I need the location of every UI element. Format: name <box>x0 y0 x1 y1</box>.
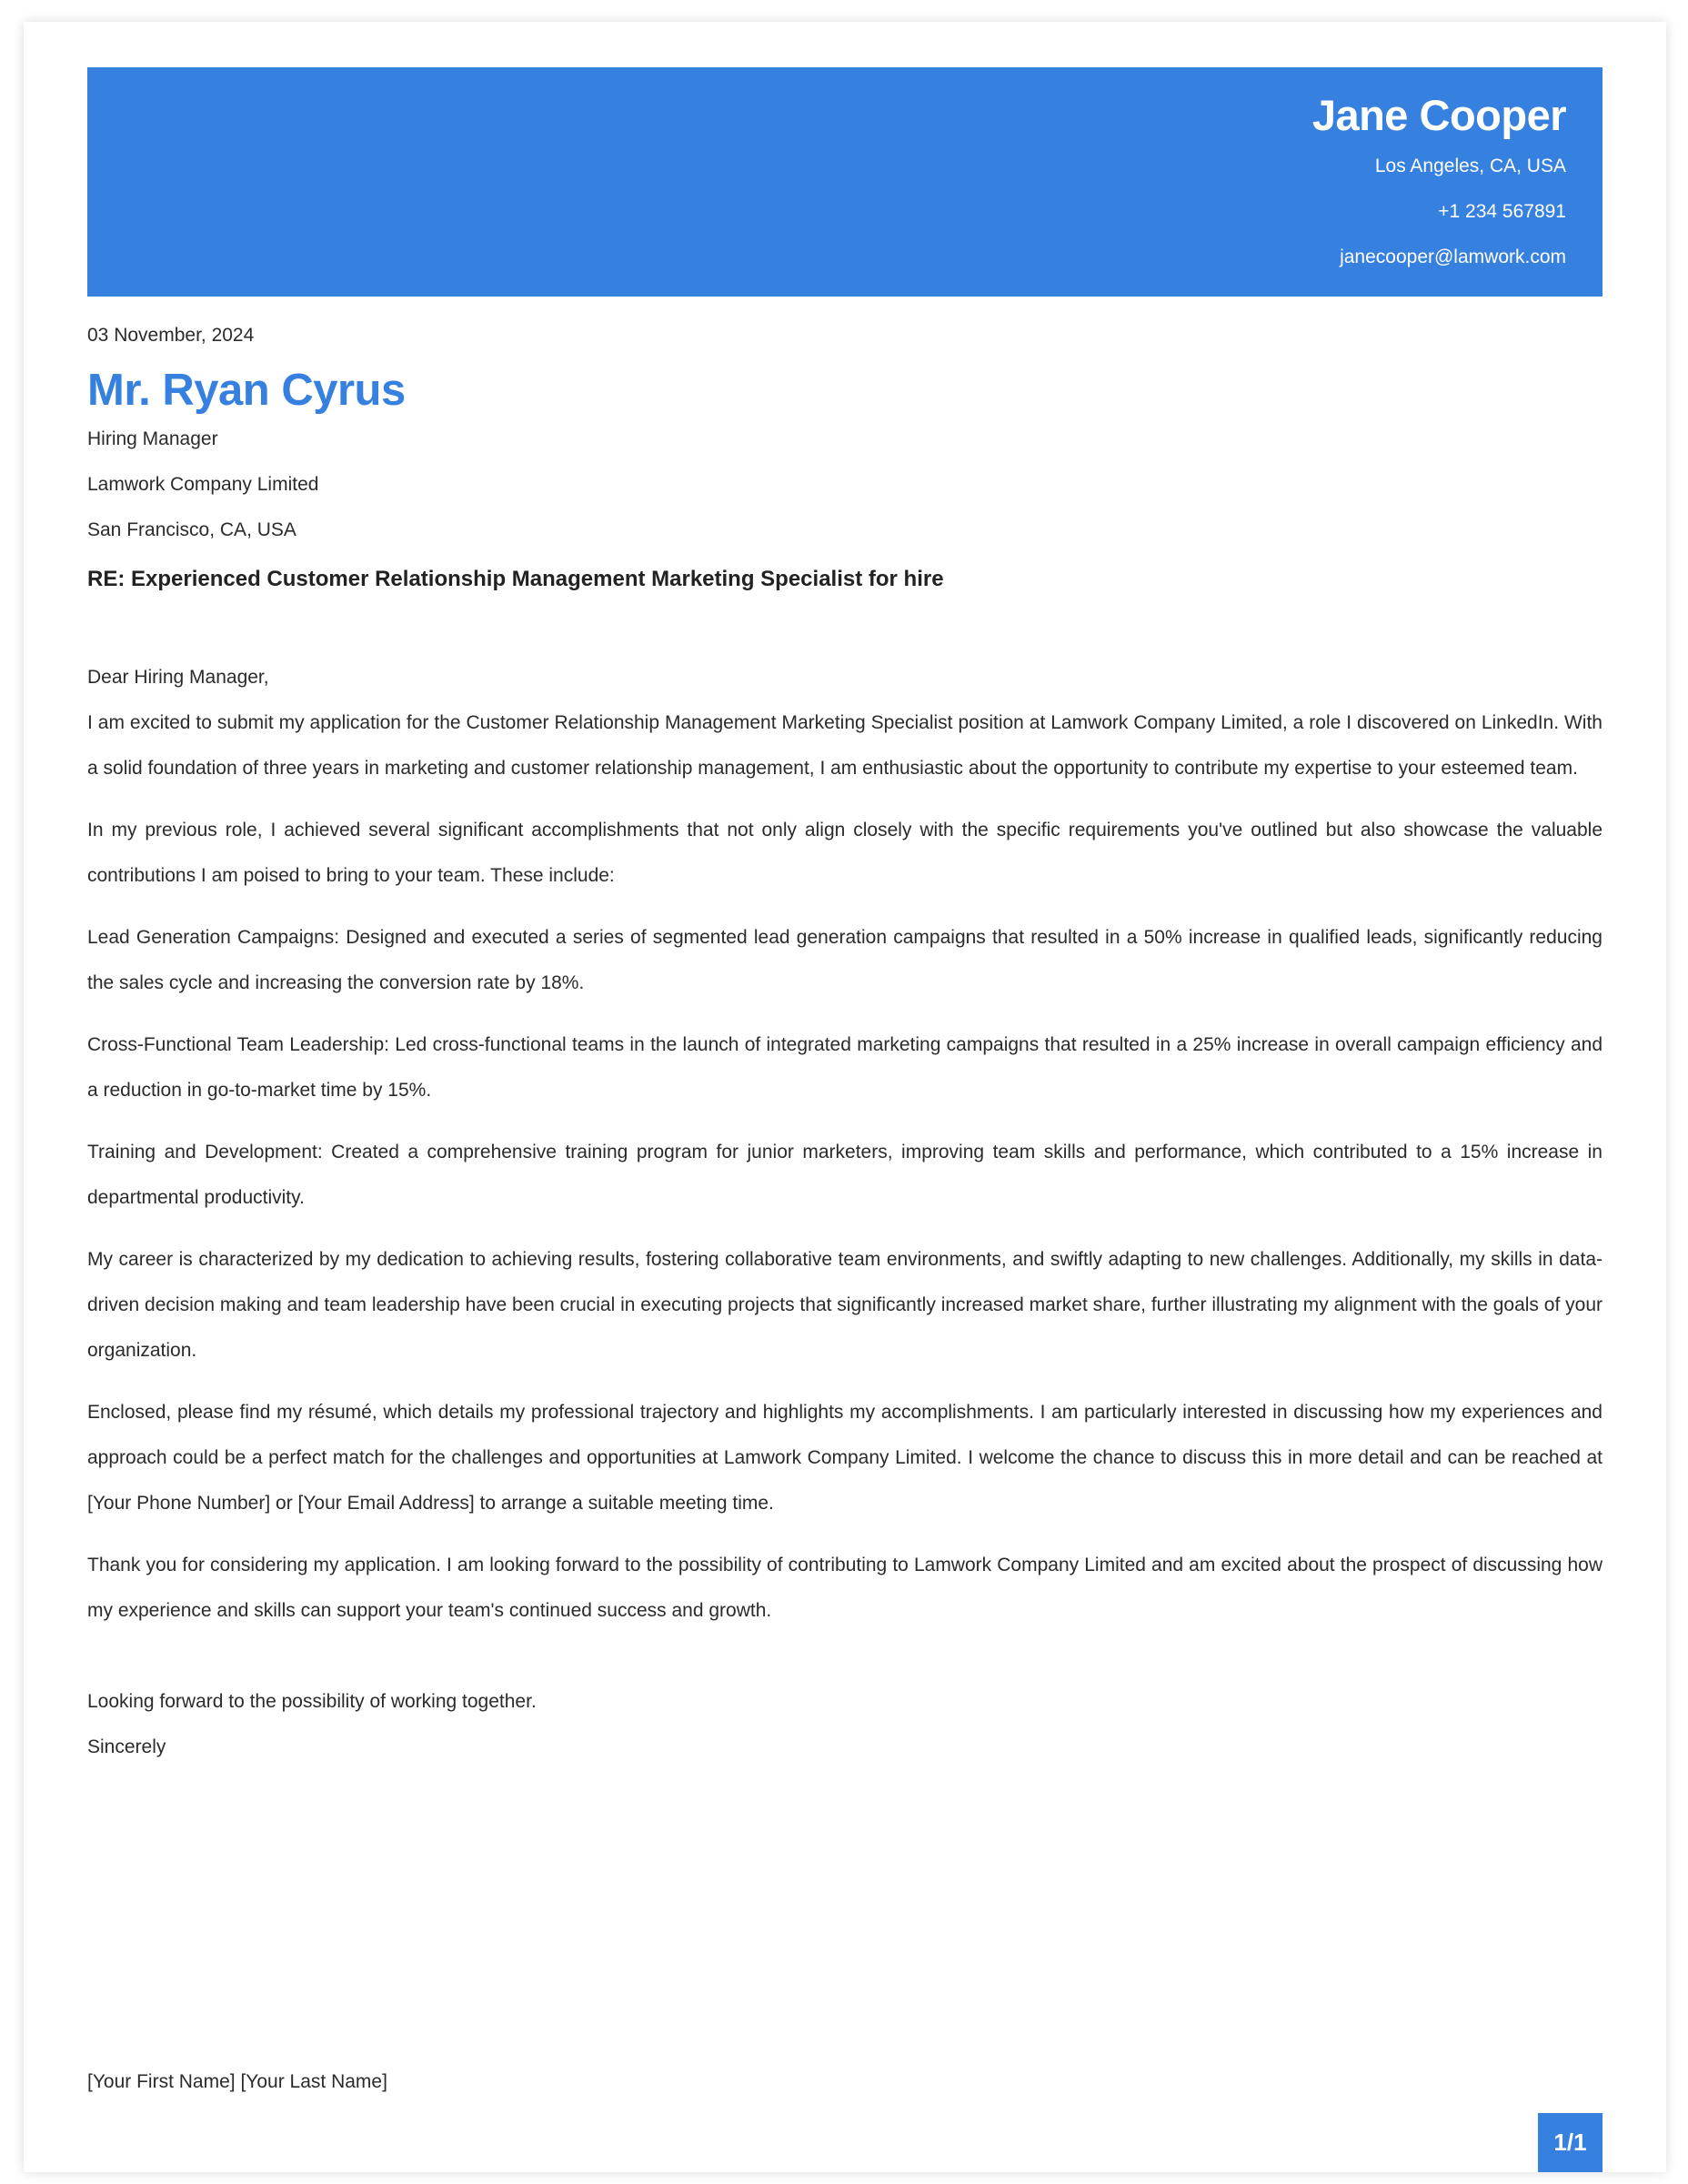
recipient-location: San Francisco, CA, USA <box>87 519 296 540</box>
signature-name: [Your First Name] [Your Last Name] <box>87 2071 387 2092</box>
letter-body <box>87 700 1603 1634</box>
sender-email: janecooper@lamwork.com <box>1340 247 1566 267</box>
letter-subject: RE: Experienced Customer Relationship Management Marketing Specialist for hire <box>87 567 944 591</box>
body-paragraph: I am excited to submit my application for the Customer Relationship Management Marketing Specialist position at Lamwork Company Limited, a role I discovered on LinkedIn. With a solid foundation of three years in marketing and customer relationship management, I am enthusiastic about the opportunity to contribute my expertise to your esteemed team. <box>87 712 1603 779</box>
body-paragraph: Training and Development: Created a comprehensive training program for junior marketers, improving team skills and performance, which contributed to a 15% increase in departmental productivity. <box>87 1142 1603 1208</box>
letter-date: 03 November, 2024 <box>87 325 255 346</box>
letter-content <box>87 67 1603 1770</box>
body-paragraph: Cross-Functional Team Leadership: Led cross-functional teams in the launch of integrated marketing campaigns that resulted in a 25% increase in overall campaign efficiency and a reduction in go-to-market time by 15%. <box>87 1034 1603 1101</box>
sender-location: Los Angeles, CA, USA <box>1374 156 1566 176</box>
closing-line: Looking forward to the possibility of working together. <box>87 1691 537 1712</box>
page-indicator: 1/1 <box>1538 2113 1603 2172</box>
body-paragraph: Lead Generation Campaigns: Designed and executed a series of segmented lead generation campaigns that resulted in a 50% increase in qualified leads, significantly reducing the sales cycle and increasing the conversion rate by 18%. <box>87 927 1603 993</box>
body-paragraph: Enclosed, please find my résumé, which details my professional trajectory and highlights my accomplishments. I am particularly interested in discussing how my experiences and approach could be a perfect match for the challenges and opportunities at Lamwork Company Limited. I welcome the chance to discuss this in more detail and can be reached at [Your Phone Number] or [Your Email Address] to arrange a suitable meeting time. <box>87 1402 1603 1514</box>
sender-phone: +1 234 567891 <box>1438 201 1566 222</box>
recipient-title: Hiring Manager <box>87 428 218 449</box>
recipient-name: Mr. Ryan Cyrus <box>87 366 406 415</box>
body-paragraph: In my previous role, I achieved several significant accomplishments that not only align closely with the specific requirements you've outlined but also showcase the valuable contributions I am poised to bring to your team. These include: <box>87 820 1603 886</box>
sender-name: Jane Cooper <box>1311 91 1566 139</box>
sender-header <box>87 67 1603 297</box>
body-paragraph: Thank you for considering my application. I am looking forward to the possibility of contributing to Lamwork Company Limited and am excited about the prospect of discussing how my experience and skills can support your team's continued success and growth. <box>87 1555 1603 1621</box>
salutation: Dear Hiring Manager, <box>87 667 269 688</box>
letter-page <box>24 22 1666 2172</box>
body-paragraph: My career is characterized by my dedication to achieving results, fostering collaborative team environments, and swiftly adapting to new challenges. Additionally, my skills in data-driven decision making and team leadership have been crucial in executing projects that significantly increased market share, further illustrating my alignment with the goals of your organization. <box>87 1249 1603 1361</box>
recipient-company: Lamwork Company Limited <box>87 474 319 495</box>
signoff: Sincerely <box>87 1736 166 1757</box>
